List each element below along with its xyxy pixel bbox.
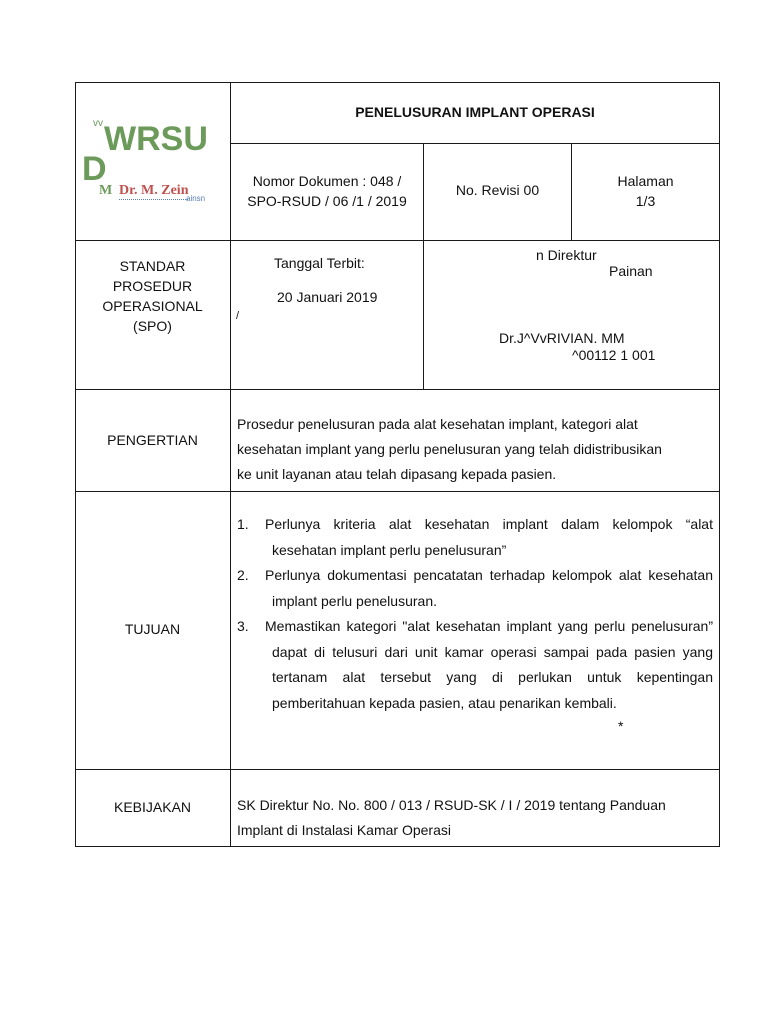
kebijakan-label: KEBIJAKAN xyxy=(113,799,192,815)
page-value: 1/3 xyxy=(635,193,656,209)
border-bottom xyxy=(75,846,720,847)
document-number-line1: Nomor Dokumen : 048 / xyxy=(252,173,402,189)
issue-date: 20 Januari 2019 xyxy=(277,289,378,305)
tujuan-label: TUJUAN xyxy=(124,621,181,637)
border-row5 xyxy=(75,769,720,770)
pengertian-label: PENGERTIAN xyxy=(107,432,198,448)
director-location: Painan xyxy=(609,263,653,279)
kebijakan-line1: SK Direktur No. No. 800 / 013 / RSUD-SK / I / 2019 tentang Panduan xyxy=(237,797,666,813)
tujuan-mark: * xyxy=(618,718,624,734)
border-header-split xyxy=(230,143,720,144)
spo-document xyxy=(75,82,720,847)
list-item-text: Perlunya kriteria alat kesehatan implant dalam kelompok “alat kesehatan implant perlu penelusuran” xyxy=(265,516,713,558)
logo-sub-tag: ainsn xyxy=(186,194,206,203)
logo-main-text: WRSU xyxy=(104,120,208,158)
list-item-number: 3. xyxy=(237,618,249,634)
border-row3 xyxy=(75,389,720,390)
spo-label-line1: STANDAR xyxy=(119,258,186,274)
director-nip: ^00112 1 001 xyxy=(572,347,656,363)
logo-main-d: D xyxy=(82,150,107,188)
border-top xyxy=(75,82,720,83)
revision-number: No. Revisi 00 xyxy=(455,182,540,198)
list-item xyxy=(237,563,713,614)
page-label: Halaman xyxy=(617,173,674,189)
kebijakan-text xyxy=(237,793,715,843)
pengertian-text xyxy=(237,412,715,487)
border-row4 xyxy=(75,491,720,492)
page-info xyxy=(572,171,719,211)
pengertian-line3: ke unit layanan atau telah dipasang kepada pasien. xyxy=(237,466,557,482)
spo-label-line4: (SPO) xyxy=(133,318,172,334)
border-left xyxy=(75,82,76,847)
list-item xyxy=(237,614,713,716)
list-item-text: Perlunya dokumentasi pencatatan terhadap kelompok alat kesehatan implant perlu penelusuran. xyxy=(265,567,713,609)
director-title: n Direktur xyxy=(536,247,597,263)
document-title: PENELUSURAN IMPLANT OPERASI xyxy=(355,104,595,120)
issue-date-label: Tanggal Terbit: xyxy=(274,255,365,271)
kebijakan-line2: Implant di Instalasi Kamar Operasi xyxy=(237,822,451,838)
spo-label xyxy=(75,256,230,336)
spo-label-line2: PROSEDUR xyxy=(112,278,193,294)
logo-sub-m: M xyxy=(99,183,113,198)
pengertian-line2: kesehatan implant yang perlu penelusuran yang telah didistribusikan xyxy=(237,441,662,457)
logo-sub-name: Dr. M. Zein xyxy=(119,183,189,198)
spo-label-line3: OPERASIONAL xyxy=(102,298,203,314)
list-item-number: 1. xyxy=(237,516,249,532)
document-number xyxy=(231,171,423,211)
border-right xyxy=(719,82,720,847)
document-number-line2: SPO-RSUD / 06 /1 / 2019 xyxy=(247,193,407,209)
border-row2 xyxy=(75,240,720,241)
director-name: Dr.J^VvRIVIAN. MM xyxy=(499,330,625,346)
list-item-text: Memastikan kategori "alat kesehatan implant yang perlu penelusuran” dapat di telusuri dari unit kamar operasi sampai pada pasien yang tertanam alat tersebut yang di perlukan untuk kepentingan pemberitahuan kepada pasien, atau penarikan kembali. xyxy=(265,618,713,711)
list-item xyxy=(237,512,713,563)
pengertian-line1: Prosedur penelusuran pada alat kesehatan implant, kategori alat xyxy=(237,416,638,432)
issue-mark: / xyxy=(236,310,240,322)
tujuan-list xyxy=(237,512,713,716)
list-item-number: 2. xyxy=(237,567,249,583)
logo-small-mark: vv xyxy=(93,118,103,129)
